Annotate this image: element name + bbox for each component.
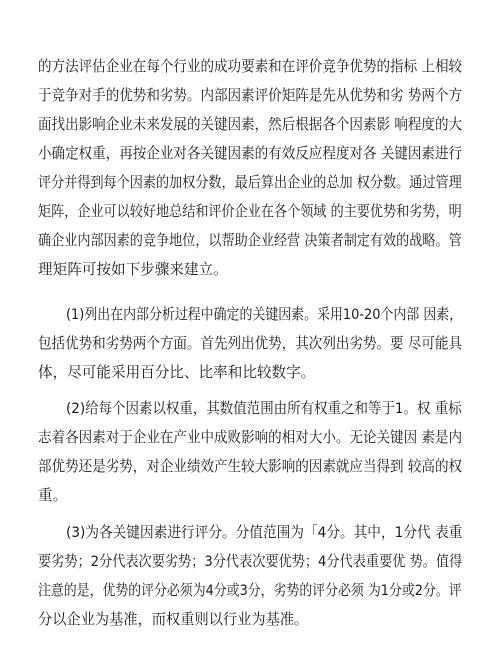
text-line: 小确定权重，再按企业对各关键因素的有效反应程度对各 关键因素进行 [38, 145, 463, 162]
text-line: 矩阵，企业可以较好地总结和评价企业在各个领域 的主要优势和劣势，明 [38, 203, 462, 220]
text-line: 面找出影响企业未来发展的关键因素，然后根据各个因素影 响程度的大 [38, 116, 463, 133]
text-line: 理矩阵可按如下步骤来建立。 [38, 261, 228, 278]
text-line: 志着各因素对于企业在产业中成败影响的相对大小。无论关键因 素是内 [38, 429, 463, 446]
text-line: 于竞争对手的优势和劣势。内部因素评价矩阵是先从优势和劣 势两个方 [38, 87, 463, 104]
text-line: 分以企业为基准，而权重则以行业为基准。 [38, 611, 309, 628]
text-line: 体，尽可能采用百分比、比率和比较数字。 [38, 364, 316, 381]
text-line: 重。 [38, 487, 68, 504]
text-line: (2)给每个因素以权重，其数值范围由所有权重之和等于1。权 重标 [66, 400, 462, 417]
text-line: 要劣势；2分代表次要劣势；3分代表次要优势；4分代表重要优 势。值得 [38, 553, 463, 570]
text-line: 注意的是，优势的评分必须为4分或3分，劣势的评分必须 为1分或2分。评 [38, 582, 462, 599]
text-line: (1)列出在内部分析过程中确定的关键因素。采用10-20个内部 因素， [66, 306, 463, 323]
text-line: 部优势还是劣势，对企业绩效产生较大影响的因素就应当得到 较高的权 [38, 458, 463, 475]
text-line: 包括优势和劣势两个方面。首先列出优势，其次列出劣势。要 尽可能具 [38, 335, 463, 352]
text-line: 的方法评估企业在每个行业的成功要素和在评价竞争优势的指标 上相较 [38, 58, 463, 75]
text-line: 评分并得到每个因素的加权分数，最后算出企业的总加 权分数。通过管理 [38, 174, 462, 191]
text-line: (3)为各关键因素进行评分。分值范围为「4分。其中，1分代 表重 [66, 524, 463, 541]
text-line: 确企业内部因素的竞争地位，以帮助企业经营 决策者制定有效的战略。管 [38, 232, 462, 249]
